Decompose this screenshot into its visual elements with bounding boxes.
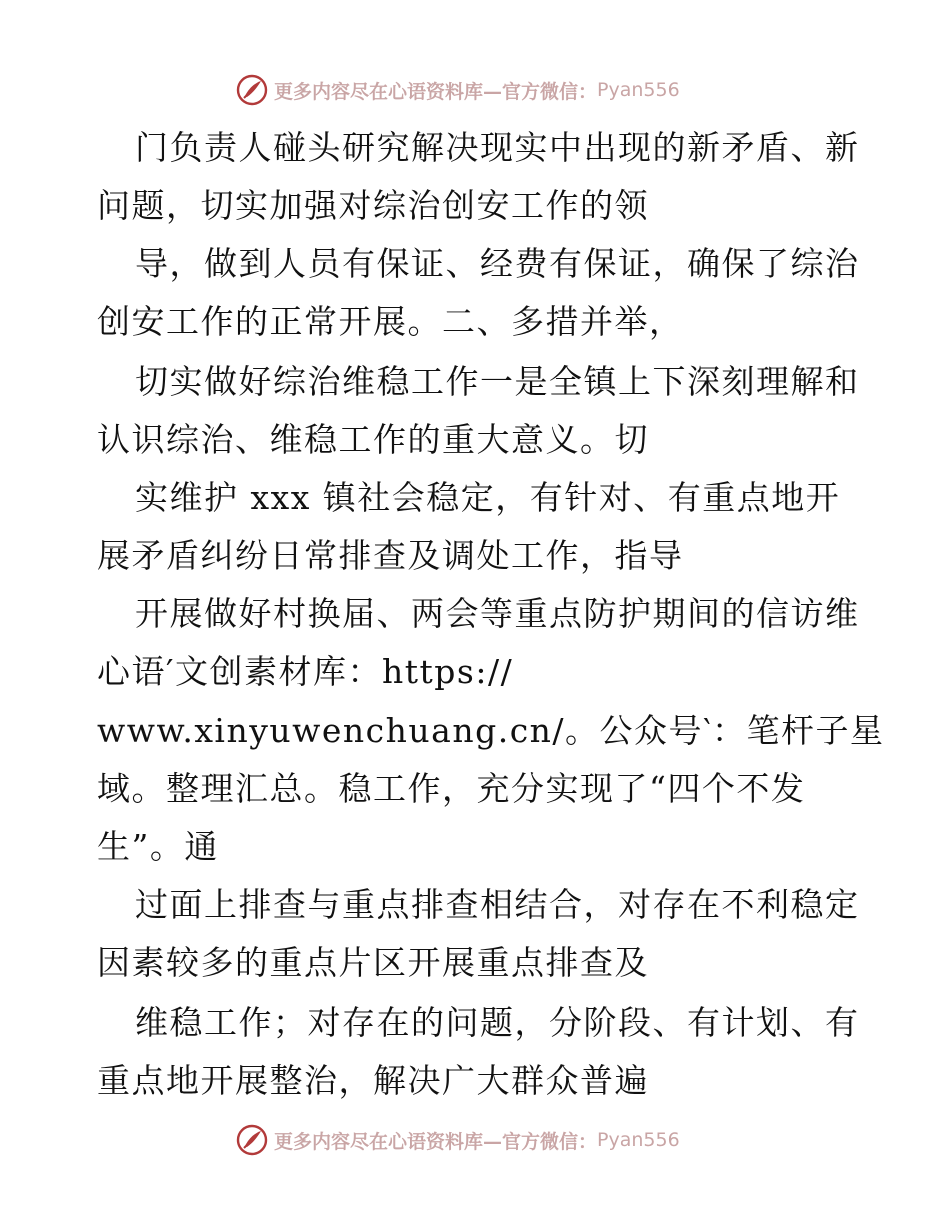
text-line: www.xinyuwenchuang.cn/。公众号‵：笔杆子星 <box>97 711 885 750</box>
text-line: 维稳工作；对存在的问题，分阶段、有计划、有 <box>135 1003 860 1042</box>
footer-banner <box>236 1123 680 1157</box>
quill-seal-icon <box>236 1124 268 1156</box>
text-line: 问题，切实加强对综治创安工作的领 <box>97 186 649 225</box>
text-line: 切实做好综治维稳工作一是全镇上下深刻理解和 <box>135 362 860 401</box>
text-line: 门负责人碰头研究解决现实中出现的新矛盾、新 <box>135 128 860 167</box>
text-line: 开展做好村换届、两会等重点防护期间的信访维 <box>135 594 860 633</box>
header-promo-text: 更多内容尽在心语资料库—官方微信： <box>274 80 598 103</box>
header-wechat-id: Pyan556 <box>597 79 680 101</box>
header-banner <box>236 73 680 107</box>
text-line: 实维护 xxx 镇社会稳定，有针对、有重点地开 <box>135 478 841 517</box>
text-line: 心语′文创素材库：https:// <box>97 652 514 691</box>
text-line: 创安工作的正常开展。二、多措并举， <box>97 302 684 341</box>
text-line: 认识综治、维稳工作的重大意义。切 <box>97 420 649 459</box>
text-line: 展矛盾纠纷日常排查及调处工作，指导 <box>97 536 684 575</box>
text-line: 重点地开展整治，解决广大群众普遍 <box>97 1061 649 1100</box>
text-line: 导，做到人员有保证、经费有保证，确保了综治 <box>135 244 860 283</box>
footer-promo-text: 更多内容尽在心语资料库—官方微信： <box>274 1130 598 1153</box>
footer-wechat-id: Pyan556 <box>597 1129 680 1151</box>
quill-seal-icon <box>236 74 268 106</box>
text-line: 因素较多的重点片区开展重点排查及 <box>97 943 649 982</box>
text-line: 过面上排查与重点排查相结合，对存在不利稳定 <box>135 885 860 924</box>
text-line: 生”。通 <box>97 827 219 866</box>
text-line: 域。整理汇总。稳工作，充分实现了“四个不发 <box>97 769 806 808</box>
